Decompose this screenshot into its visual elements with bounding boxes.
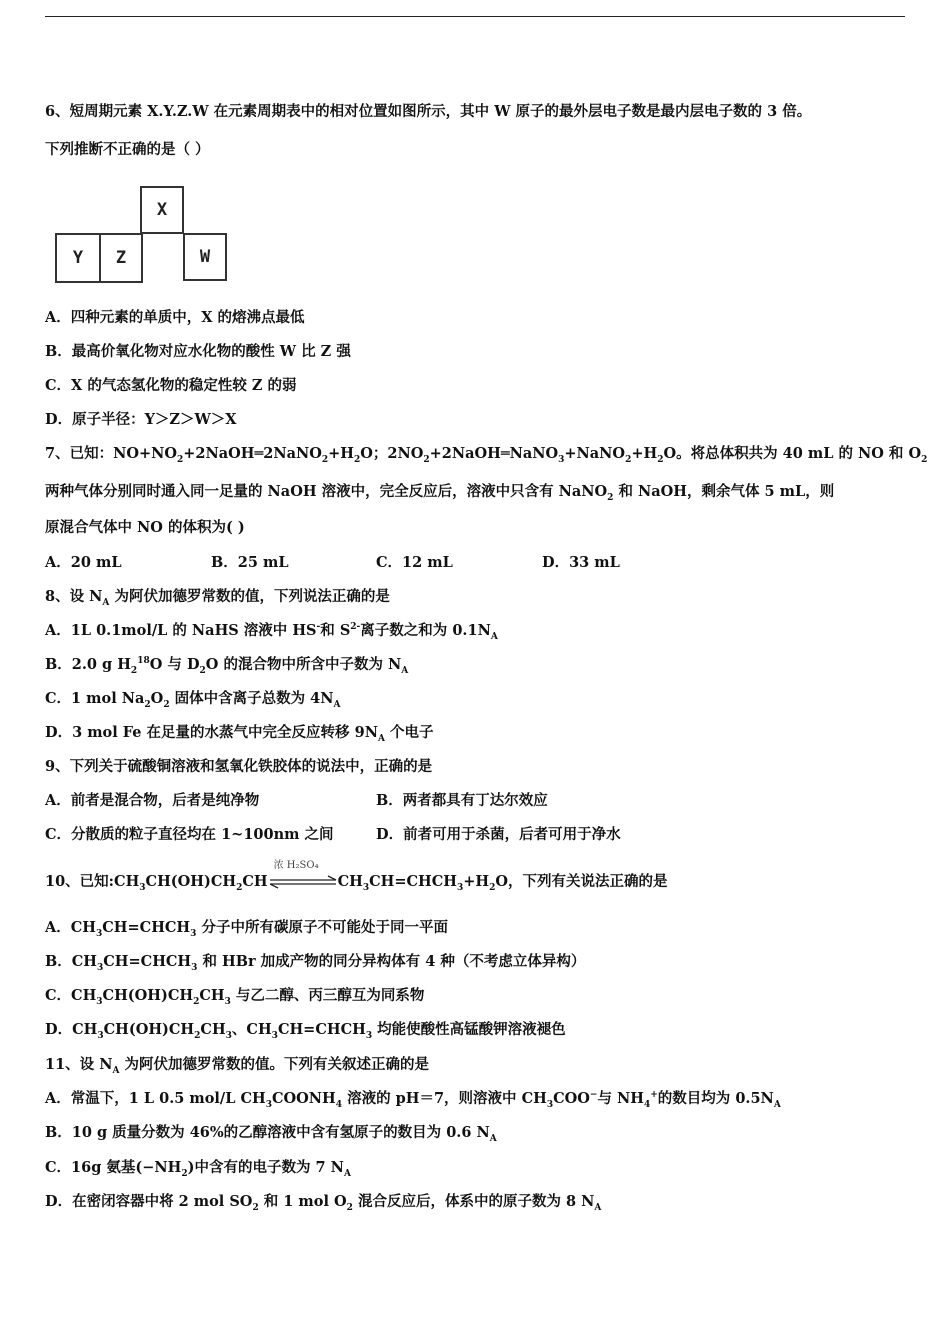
q6-stem-line2: 下列推断不正确的是（ ）	[45, 141, 210, 158]
element-z: Z	[99, 233, 143, 283]
q6-option-d: D．原子半径：Y＞Z＞W＞X	[45, 411, 237, 428]
q7-option-a: A．20 mL	[45, 554, 122, 571]
reaction-condition: 浓 H₂SO₄	[273, 860, 319, 871]
q7-stem-line1: 7、已知：$NO+NO_2+2NaOH═2NaNO_2+H_2O$；$2NO_2+2NaOH═NaNO_3+NaNO_2+H_2O$。将总体积共为 40 mL 的 NO 和 $O_2$	[45, 445, 928, 465]
q10-option-b: B．$CH_3CH=CHCH_3$ 和 HBr 加成产物的同分异构体有 4 种（不考虑立体异构）	[45, 953, 586, 973]
q8-option-d: D．3 mol Fe 在足量的水蒸气中完全反应转移 $9N_A$ 个电子	[45, 724, 434, 744]
q11-option-d: D．在密闭容器中将 2 mol $SO_2$ 和 1 mol $O_2$ 混合反应后，体系中的原子数为 8 $N_A$	[45, 1193, 602, 1213]
q9-option-b: B．两者都具有丁达尔效应	[376, 792, 548, 809]
q9-option-a: A．前者是混合物，后者是纯净物	[45, 792, 260, 809]
q10-option-c: C．$CH_3CH(OH)CH_2CH_3$ 与乙二醇、丙三醇互为同系物	[45, 987, 425, 1007]
q7-stem-line3: 原混合气体中 NO 的体积为( )	[45, 519, 245, 536]
q11-option-c: C．16g 氨基$(-NH_2)$中含有的电子数为 7 $N_A$	[45, 1159, 351, 1179]
header-rule	[45, 16, 905, 17]
q7-options	[45, 553, 620, 573]
q10-option-a: A．$CH_3CH=CHCH_3$ 分子中所有碳原子不可能处于同一平面	[45, 919, 448, 939]
q6-option-a: A．四种元素的单质中，X 的熔沸点最低	[45, 309, 305, 326]
q11-option-b: B．10 g 质量分数为 46%的乙醇溶液中含有氢原子的数目为 0.6 $N_A$	[45, 1124, 497, 1144]
q8-option-c: C．1 mol $Na_2O_2$ 固体中含离子总数为 $4N_A$	[45, 690, 341, 710]
q8-option-a: A．1L 0.1mol/L 的 NaHS 溶液中 HS-和 $S^{2-}$离子数之和为 $0.1N_A$	[45, 622, 498, 642]
q7-option-b: B．25 mL	[211, 554, 289, 571]
q9-stem: 9、下列关于硫酸铜溶液和氢氧化铁胶体的说法中，正确的是	[45, 758, 433, 775]
element-y: Y	[55, 233, 101, 283]
q9-options-row1	[45, 791, 548, 811]
q10-stem: 10、已知$:CH_3CH(OH)CH_2CH$ 浓 H₂SO₄ $CH_3CH=CHCH_3+H_2O$，下列有关说法正确的是	[45, 872, 668, 892]
q6-option-c: C．X 的气态氢化物的稳定性较 Z 的弱	[45, 377, 297, 394]
q11-stem: 11、设 $N_A$ 为阿伏加德罗常数的值。下列有关叙述正确的是	[45, 1056, 430, 1076]
q9-option-c: C．分散质的粒子直径均在 1~100nm 之间	[45, 826, 334, 843]
q7-option-c: C．12 mL	[376, 554, 453, 571]
q10-option-d: D．$CH_3CH(OH)CH_2CH_3$、$CH_3CH=CHCH_3$ 均能使酸性高锰酸钾溶液褪色	[45, 1021, 566, 1041]
element-x: X	[140, 186, 184, 234]
q9-options-row2	[45, 825, 621, 845]
q6-stem-line1: 6、短周期元素 X.Y.Z.W 在元素周期表中的相对位置如图所示，其中 W 原子的最外层电子数是最内层电子数的 3 倍。	[45, 103, 812, 120]
periodic-table-figure	[52, 186, 232, 286]
q8-option-b: B．2.0 g $H_2^{18}O$ 与 $D_2O$ 的混合物中所含中子数为 $N_A$	[45, 656, 409, 676]
reaction-arrow	[268, 860, 338, 892]
element-w: W	[183, 233, 227, 281]
q7-stem-line2: 两种气体分别同时通入同一足量的 NaOH 溶液中，完全反应后，溶液中只含有 NaNO$_2$ 和 NaOH，剩余气体 5 mL，则	[45, 483, 835, 503]
q7-option-d: D．33 mL	[542, 554, 620, 571]
q11-option-a: A．常温下，1 L 0.5 mol/L $CH_3COONH_4$ 溶液的 pH＝7，则溶液中 $CH_3COO^-$与 $NH_4^+$的数目均为 $0.5N_A$	[45, 1090, 781, 1110]
q9-option-d: D．前者可用于杀菌，后者可用于净水	[376, 826, 621, 843]
q8-stem: 8、设 $N_A$ 为阿伏加德罗常数的值，下列说法正确的是	[45, 588, 390, 608]
q6-option-b: B．最高价氧化物对应水化物的酸性 W 比 Z 强	[45, 343, 351, 360]
